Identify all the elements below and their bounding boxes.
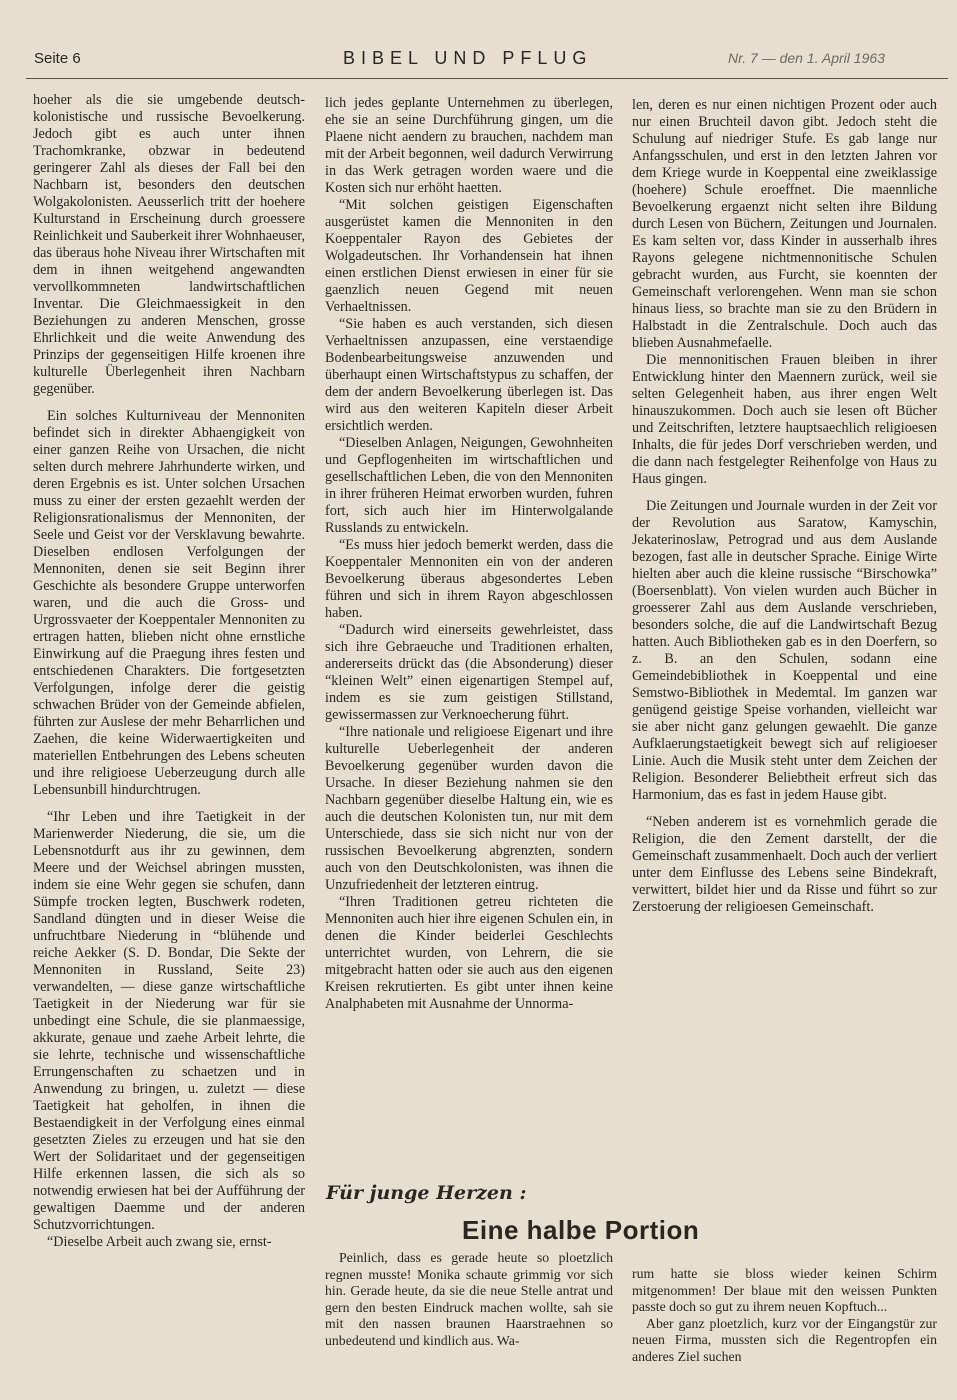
page-number: Seite 6 bbox=[34, 50, 81, 67]
paragraph: “Sie haben es auch verstanden, sich diesen Verhaeltnissen anzupassen, eine verstaendige Bodenbearbeitungsweise anzuwenden und überhaupt einen Wirtschaftstypus zu schaffen, der dem der andern Bevoelkerung überlegen ist. Das wird aus den weiteren Kapiteln dieser Arbeit ersichtlich werden. bbox=[325, 316, 613, 434]
paragraph: “Dieselben Anlagen, Neigungen, Gewohnheiten und Gepflogenheiten im wirtschaftlichen und gesellschaftlichen Leben, die von den Mennoniten in ihrer früheren Heimat erworben wurden, fuhren fort, sich auch hier im Hinterwolgalande Russlands zu entwickeln. bbox=[325, 435, 613, 536]
column-1 bbox=[33, 92, 305, 1251]
paragraph: “Dadurch wird einerseits gewehrleistet, dass sich ihre Gebraeuche und Traditionen erhalten, andererseits drückt das (die Absonderung) dieser “kleinen Welt” einen eigenartigen Stempel auf, indem es sie zum geistigen Stillstand, gewissermassen zur Verknoecherung führt. bbox=[325, 622, 613, 723]
paragraph: Die mennonitischen Frauen bleiben in ihrer Entwicklung hinter den Maennern zurück, weil sie selten Gelegenheit haben, aus ihrer engen Welt hinauszukommen. Doch auch sie lesen oft Bücher und Zeitschriften, letztere hauptsaechlich religioesen Inhalts, die für jedes Dorf verschrieben werden, und die dann nach festgelegter Reihenfolge von Haus zu Haus gingen. bbox=[632, 352, 937, 487]
story-column-2 bbox=[632, 1266, 937, 1366]
page-header bbox=[0, 44, 957, 80]
paragraph: hoeher als die sie umgebende deutsch-kolonistische und russische Bevoelkerung. Jedoch gibt es auch unter ihnen Trachomkranke, obzwar in bedeutend geringerer Zahl als dieses der Fall bei den Nachbarn ist, besonders den deutschen Wolgakolonisten. Aeusserlich tritt der hoehere Kulturstand in Erscheinung durch groessere Reinlichkeit und Sauberkeit ihrer Wohnhaeuser, das überaus hohe Niveau ihrer Wirtschaften mit dem in ihnen weitgehend angewandten vervollkommneten landwirtschaftlichen Inventar. Die Gleichmaessigkeit in den Beziehungen zu anderen Menschen, grosse Ehrlichkeit und die weite Anwendung des Prinzips der gegenseitigen Hilfe kroenen ihre kulturelle Überlegenheit ihren Nachbarn gegenüber. bbox=[33, 92, 305, 397]
paragraph: “Neben anderem ist es vornehmlich gerade die Religion, die den Zement darstellt, der die Gemeinschaft zusammenhaelt. Doch auch der verliert unter dem Einflusse des Lebens seine Bindekraft, verwittert, bildet hier und da Risse und führt so zur Zerstoerung der religioesen Gemeinschaft. bbox=[632, 814, 937, 915]
paragraph: len, deren es nur einen nichtigen Prozent oder auch nur einen Bruchteil davon gibt. Jedoch steht die Schulung auf niedriger Stufe. Es gab lange nur Anfangsschulen, und erst in den letzten Jahren vor dem Kriege wurde in Koeppental eine zweiklassige (hoehere) Schule eroeffnet. Die maennliche Bevoelkerung ergaenzt nicht selten ihre Bildung durch Lesen von Büchern, Zeitungen und Journalen. Es kam selten vor, dass Kinder in ausserhalb ihres Rayons gelegene nichtmennonitische Schulen gebracht wurden, aus Furcht, sie koennten der Gemeinschaft verlorengehen. Wenn man sie schon hinaus liess, so brachte man sie zu den Brüdern in Halbstadt in die Zentralschule. Doch auch das blieben Ausnahmefaelle. bbox=[632, 97, 937, 351]
story-title: Eine halbe Portion bbox=[462, 1215, 700, 1245]
issue-date: Nr. 7 — den 1. April 1963 bbox=[728, 50, 885, 66]
paragraph: “Ihren Traditionen getreu richteten die Mennoniten auch hier ihre eigenen Schulen ein, in denen die Kinder beiderlei Geschlechts unterrichtet wurden, von Lehrern, die sie mitgebracht hatten oder sie auch aus den eigenen Kreisen rekrutierten. Es gibt unter ihnen keine Analphabeten mit Ausnahme der Unnorma- bbox=[325, 894, 613, 1012]
paragraph: “Es muss hier jedoch bemerkt werden, dass die Koeppentaler Mennoniten ein von der anderen Bevoelkerung überaus abgesondertes Leben führen und sich in ihrem Rayon abgeschlossen haben. bbox=[325, 537, 613, 621]
paragraph: lich jedes geplante Unternehmen zu überlegen, ehe sie an seine Durchführung gingen, um die Plaene nicht aendern zu brauchen, nachdem man mit der Arbeit begonnen, weil dadurch Verwirrung in das Werk getragen worden waere und die Kosten sich nur erhöht haetten. bbox=[325, 95, 613, 196]
section-heading: Für junge Herzen : bbox=[326, 1182, 527, 1204]
paragraph: Peinlich, dass es gerade heute so ploetzlich regnen musste! Monika schaute grimmig vor sich hin. Gerade heute, da sie die neue Stelle antrat und gern den besten Eindruck machen wollte, sah sie mit den nassen braunen Haarstraehnen so unbedeutend und kindlich aus. Wa- bbox=[325, 1250, 613, 1348]
masthead-title: BIBEL UND PFLUG bbox=[343, 48, 593, 68]
story-column-1 bbox=[325, 1250, 613, 1350]
paragraph: “Mit solchen geistigen Eigenschaften ausgerüstet kamen die Mennoniten in den Koeppentaler Rayon des Gebietes der Wolgadeutschen. Ihr Vorhandensein hat ihnen einen erstlichen Dienst erwiesen in einer für sie gaenzlich neuen Gegend mit neuen Verhaeltnissen. bbox=[325, 197, 613, 315]
column-2 bbox=[325, 95, 613, 1162]
header-rule bbox=[26, 78, 948, 79]
paragraph: rum hatte sie bloss wieder keinen Schirm mitgenommen! Der blaue mit den weissen Punkten passte doch so gut zu ihrem neuen Kopftuch... bbox=[632, 1266, 937, 1315]
paragraph: Die Zeitungen und Journale wurden in der Zeit vor der Revolution aus Saratow, Kamyschin, Jekaterinoslaw, Petrograd und aus dem Auslande bezogen, fast alle in deutscher Sprache. Einige Wirte hielten aber auch die kleine russische “Birschowka” (Boersenblatt). Von vielen wurden auch Bücher in groesserer Zahl aus dem Auslande verschrieben, besonders solche, die auf die Landwirtschaft Bezug hatten. Auch Bibliotheken gab es in den Doerfern, so z. B. an den Schulen, sodann eine Gemeindebibliothek in Koeppental und eine Semstwo-Bibliothek in Medemtal. Im ganzen war genügend geistige Speise vorhanden, vielleicht war sie aber nicht ganz gelungen gewaehlt. Die ganze Aufklaerungstaetigkeit bewegt sich auf religioeser Linie. Auch die Musik steht unter dem Zeichen der Religion. Besonderer Beliebtheit erfreut sich das Harmonium, das es fast in jedem Hause gibt. bbox=[632, 498, 937, 803]
paragraph: Ein solches Kulturniveau der Mennoniten befindet sich in direkter Abhaengigkeit von einer ganzen Reihe von Ursachen, die nicht selten durch mehrere Jahrhunderte wirken, und deren Ergebnis es ist. Unter solchen Ursachen muss zu einer der ersten gezaehlt werden der Religionsrationalismus der Mennoniten, der Seele und Geist vor der Versklavung bewahrte. Dieselben endlosen Verfolgungen der Mennoniten, denen sie seit Beginn ihrer Geschichte als besondere Gruppe unterworfen waren, und die auch die Gross- und Urgrossvaeter der Koeppentaler Mennoniten zu ertragen hatten, blieben nicht ohne ernstliche Einwirkung auf die Praegung ihres festen und entschiedenen Charakters. Die fortgesetzten Verfolgungen, infolge derer die geistig schwachen Brüder von der Gemeinde abfielen, führten zur Auslese der mehr Beharrlichen und Zaehen, die keine Widerwaertigkeiten und materiellen Entbehrungen des Lebens scheuten und ihre religioese Ueberzeugung durch alle Lebensunbill hindurchtrugen. bbox=[33, 408, 305, 798]
paragraph: “Dieselbe Arbeit auch zwang sie, ernst- bbox=[47, 1234, 272, 1250]
paragraph: “Ihr Leben und ihre Taetigkeit in der Marienwerder Niederung, die sie, um die Lebensnotdurft aus ihr zu gewinnen, dem Meere und der Weichsel abringen mussten, indem sie eine Wehr gegen sie schufen, dann Sümpfe trocken legten, Buschwerk rodeten, Sandland düngten und in dieser Weise die unfruchtbare Niederung in “blühende und reiche Aekker (S. D. Bondar, Die Sekte der Mennoniten in Russland, Seite 23) verwandelten, — diese ganze wirtschaftliche Taetigkeit in der Niederung war für sie unbedingt eine Schule, die sie planmaessige, akkurate, genaue und zaehe Arbeit lehrte, die sie lehrte, technische und wissenschaftliche Errungenschaften zu schaetzen und in Anwendung zu bringen, u. zuletzt — diese Taetigkeit hat geholfen, in ihnen die Bestaendigkeit in der Verfolgung eines einmal gesetzten Zieles zu erzeugen und hat sie den Wert der Solidaritaet und der gegenseitigen Hilfe erkennen lassen, die sich als so notwendig erwiesen hat bei der Aufführung der gewaltigen Daemme und der anderen Schutzvorrichtungen. bbox=[33, 809, 305, 1233]
paragraph: Aber ganz ploetzlich, kurz vor der Eingangstür zur neuen Firma, mussten sich die Regentropfen ein anderes Ziel suchen bbox=[632, 1315, 937, 1364]
paragraph: “Ihre nationale und religioese Eigenart und ihre kulturelle Ueberlegenheit der anderen Bevoelkerung gegenüber wurden davon die Ursache. In dieser Beziehung nahmen sie den Nachbarn gegenüber dieselbe Haltung ein, wie es auch die deutschen Kolonisten tun, nur mit dem Unterschiede, dass sie sich nicht nur von der russischen Bevoelkerung abgrenzten, sondern auch von den Deutschkolonisten, was ihnen die Unzufriedenheit der letzteren eintrug. bbox=[325, 724, 613, 893]
column-3 bbox=[632, 97, 937, 1170]
